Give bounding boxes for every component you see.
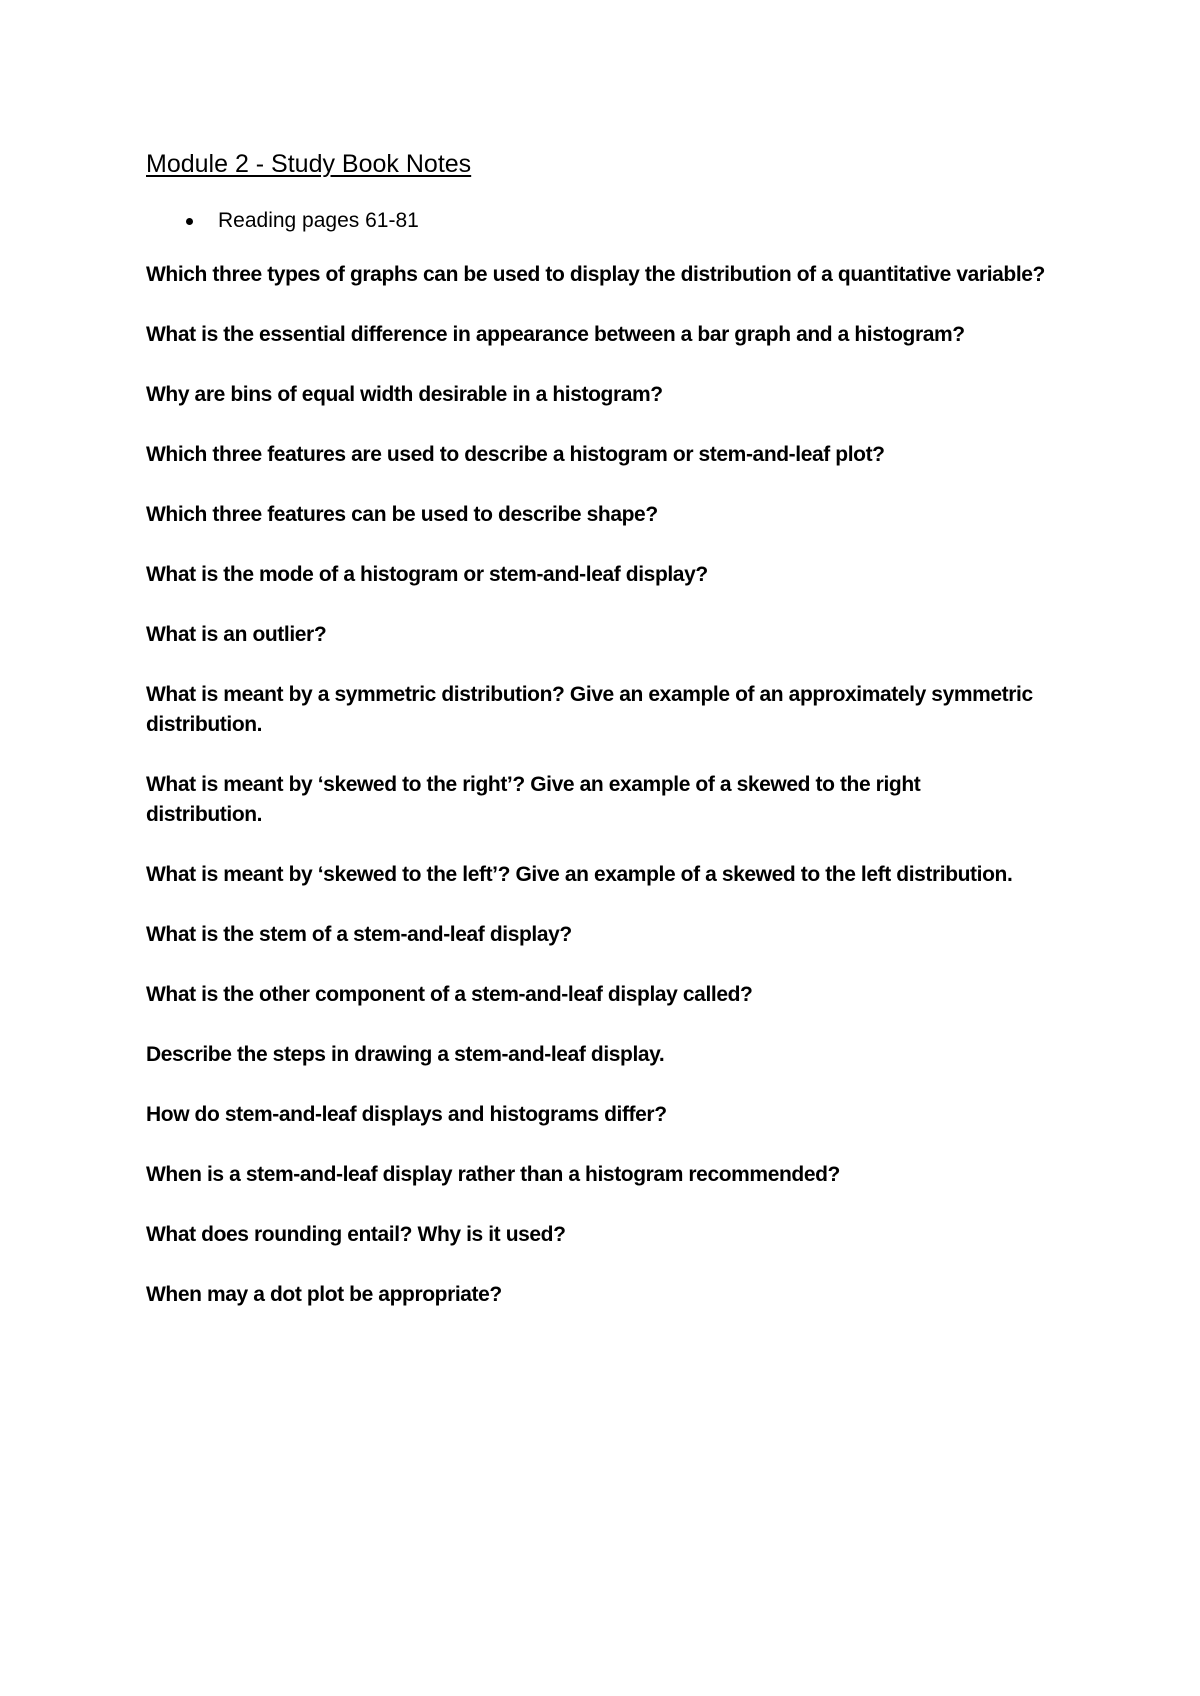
question: What does rounding entail? Why is it used? [146, 1223, 566, 1246]
question: Which three features are used to describe a histogram or stem-and-leaf plot? [146, 443, 885, 466]
question: Describe the steps in drawing a stem-and-leaf display. [146, 1043, 665, 1066]
question: What is meant by ‘skewed to the right’? Give an example of a skewed to the right distribution. [146, 773, 921, 826]
question: What is an outlier? [146, 623, 327, 646]
question: When may a dot plot be appropriate? [146, 1283, 502, 1306]
reading-pages-text: Reading pages 61-81 [218, 209, 419, 232]
question: What is the essential difference in appearance between a bar graph and a histogram? [146, 323, 965, 346]
page-title: Module 2 - Study Book Notes [146, 150, 472, 178]
question: What is the stem of a stem-and-leaf display? [146, 923, 572, 946]
question: Why are bins of equal width desirable in a histogram? [146, 383, 663, 406]
question: When is a stem-and-leaf display rather than a histogram recommended? [146, 1163, 840, 1186]
question: What is the other component of a stem-and-leaf display called? [146, 983, 753, 1006]
reading-list [146, 207, 419, 235]
question: What is meant by a symmetric distribution? Give an example of an approximately symmetric distribution. [146, 683, 1033, 736]
list-item [146, 207, 419, 235]
question-list [146, 260, 1046, 1340]
question: How do stem-and-leaf displays and histograms differ? [146, 1103, 667, 1126]
question: What is meant by ‘skewed to the left’? Give an example of a skewed to the left distribution. [146, 863, 1013, 886]
question: What is the mode of a histogram or stem-and-leaf display? [146, 563, 708, 586]
question: Which three features can be used to describe shape? [146, 503, 658, 526]
question: Which three types of graphs can be used to display the distribution of a quantitative variable? [146, 263, 1045, 286]
bullet-icon [186, 218, 193, 225]
